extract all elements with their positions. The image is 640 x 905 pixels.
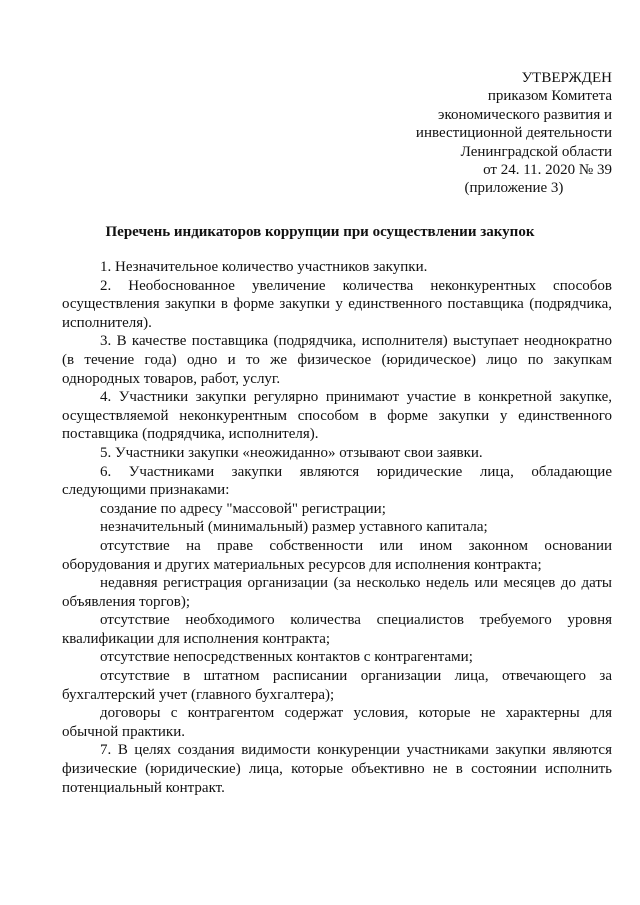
document-body bbox=[62, 258, 612, 797]
paragraph-5: 5. Участники закупки «неожиданно» отзывают свои заявки. bbox=[100, 444, 483, 461]
approval-line: инвестиционной деятельности bbox=[415, 125, 612, 142]
paragraph-7: 7. В целях создания видимости конкуренции участниками закупки являются физические (юридические) лица, которые объективно не в состоянии исполнить потенциальный контракт. bbox=[62, 742, 612, 796]
criterion-item: отсутствие в штатном расписании организации лица, отвечающего за бухгалтерский учет (главного бухгалтера); bbox=[62, 668, 612, 703]
approval-line: приказом Комитета bbox=[487, 88, 612, 105]
criterion-item: недавняя регистрация организации (за несколько недель или месяцев до даты объявления торгов); bbox=[62, 575, 612, 610]
criterion-item: отсутствие необходимого количества специалистов требуемого уровня квалификации для исполнения контракта; bbox=[62, 612, 612, 647]
criterion-item: создание по адресу "массовой" регистрации; bbox=[100, 500, 386, 517]
criterion-item: договоры с контрагентом содержат условия, которые не характерны для обычной практики. bbox=[62, 705, 612, 740]
criterion-item: отсутствие на праве собственности или ином законном основании оборудования и других материальных ресурсов для исполнения контракта; bbox=[62, 537, 612, 573]
criterion-item: отсутствие непосредственных контактов с контрагентами; bbox=[100, 649, 473, 666]
paragraph-6: 6. Участниками закупки являются юридические лица, обладающие следующими признаками: bbox=[62, 463, 612, 499]
document-title: Перечень индикаторов коррупции при осуществлении закупок bbox=[105, 224, 535, 240]
paragraph-2: 2. Необоснованное увеличение количества неконкурентных способов осуществления закупки в форме закупки у единственного поставщика (подрядчика, исполнителя). bbox=[62, 277, 612, 331]
approval-line: экономического развития и bbox=[438, 106, 612, 123]
approval-block bbox=[416, 69, 612, 198]
approval-date: от 24. 11. 2020 № 39 bbox=[483, 162, 612, 179]
approval-heading: УТВЕРЖДЕН bbox=[521, 70, 612, 86]
paragraph-4: 4. Участники закупки регулярно принимают участие в конкретной закупке, осуществляемой неконкурентным способом в форме закупки у единственного поставщика (подрядчика, исполнителя). bbox=[62, 389, 612, 443]
criterion-item: незначительный (минимальный) размер уставного капитала; bbox=[100, 519, 488, 536]
paragraph-3: 3. В качестве поставщика (подрядчика, исполнителя) выступает неоднократно (в течение года) одно и то же физическое (юридическое) лицо по закупкам однородных товаров, работ, услуг. bbox=[62, 333, 612, 387]
paragraph-1: 1. Незначительное количество участников закупки. bbox=[100, 259, 428, 275]
approval-line: Ленинградской области bbox=[460, 143, 612, 160]
approval-appendix: (приложение 3) bbox=[464, 180, 564, 197]
